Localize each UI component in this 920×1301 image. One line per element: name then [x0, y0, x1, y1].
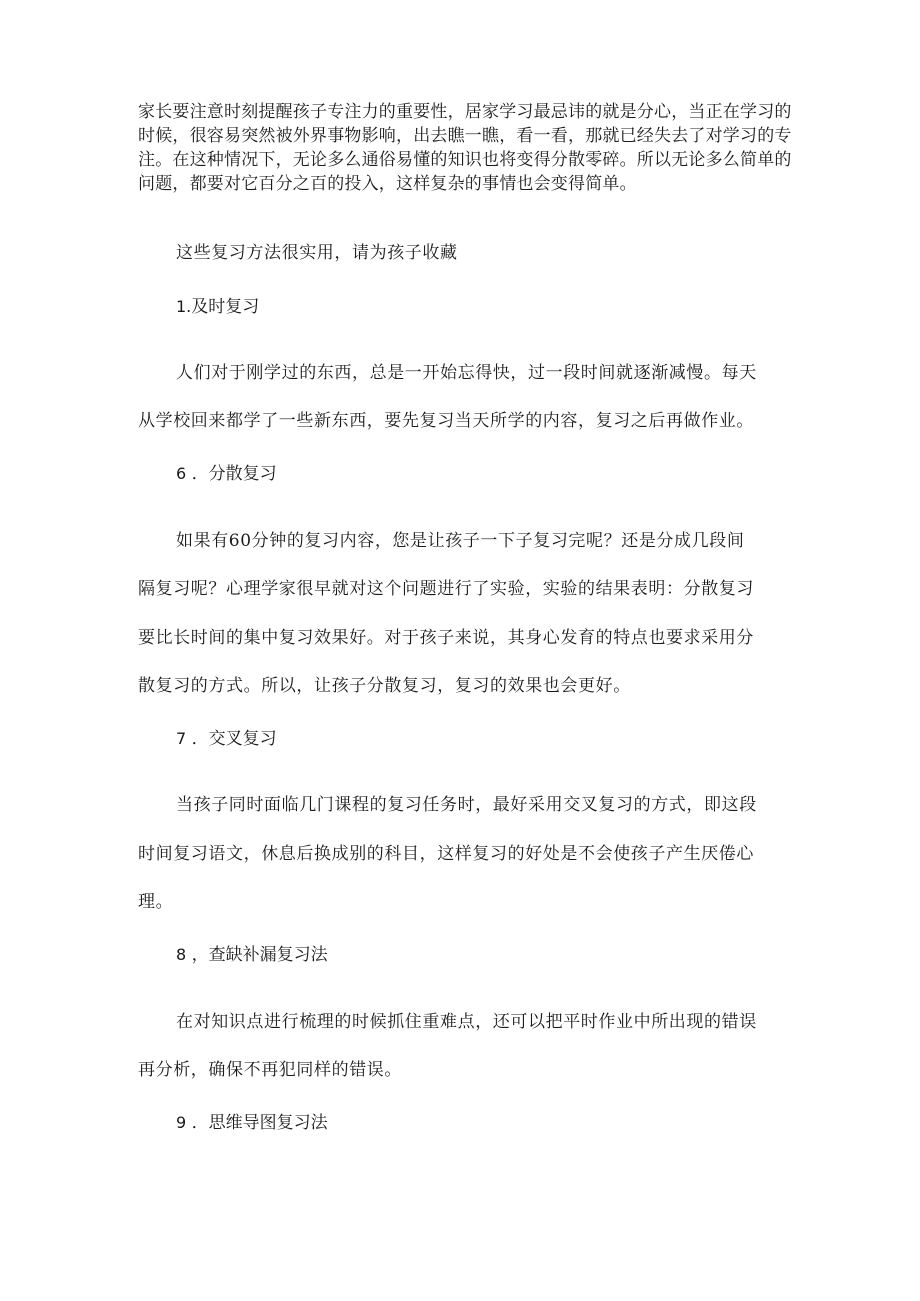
section-number: 6: [176, 464, 187, 483]
paragraph-line: 散复习的方式。所以，让孩子分散复习，复习的效果也会更好。: [138, 676, 631, 696]
section-number: 1.: [176, 297, 192, 316]
section-heading-7: [176, 727, 277, 751]
section-number: 9: [176, 1113, 187, 1132]
section-heading-6: [176, 462, 277, 486]
paragraph-line: 在对知识点进行梳理的时候抓住重难点，还可以把平时作业中所出现的错误: [176, 1012, 757, 1032]
paragraph-line: 当孩子同时面临几门课程的复习任务时，最好采用交叉复习的方式，即这段: [176, 795, 757, 815]
paragraph-line: 再分析，确保不再犯同样的错误。: [138, 1060, 402, 1080]
section-title: ．交叉复习: [191, 729, 277, 749]
section-heading-8: [176, 943, 328, 967]
section-heading-9: [176, 1111, 328, 1135]
intro-paragraph: 家长要注意时刻提醒孩子专注力的重要性，居家学习最忌讳的就是分心，当正在学习的时候，很容易突然被外界事物影响，出去瞧一瞧，看一看，那就已经失去了对学习的专注。在这种情况下，无论多么通俗易懂的知识也将变得分散零碎。所以无论多么简单的问题，都要对它百分之百的投入，这样复杂的事情也会变得简单。: [138, 102, 792, 194]
paragraph-line: 从学校回来都学了一些新东西，要先复习当天所学的内容，复习之后再做作业。: [138, 411, 754, 431]
paragraph-line: 隔复习呢？心理学家很早就对这个问题进行了实验，实验的结果表明：分散复习: [138, 579, 754, 599]
section-title: ．思维导图复习法: [191, 1113, 328, 1133]
section-title: 及时复习: [191, 297, 260, 317]
paragraph-line: 人们对于刚学过的东西，总是一开始忘得快，过一段时间就逐渐减慢。每天: [176, 363, 757, 383]
section-number: 8: [176, 945, 187, 964]
section-title: ．分散复习: [191, 464, 277, 484]
paragraph-line: 理。: [138, 892, 174, 912]
paragraph-line: 要比长时间的集中复习效果好。对于孩子来说，其身心发育的特点也要求采用分: [138, 628, 754, 648]
section-title: ，查缺补漏复习法: [191, 945, 328, 965]
paragraph-line: 如果有60分钟的复习内容，您是让孩子一下子复习完呢？还是分成几段间: [176, 531, 745, 551]
subtitle: 这些复习方法很实用，请为孩子收藏: [176, 243, 458, 263]
section-heading-1: [176, 295, 259, 319]
section-number: 7: [176, 729, 187, 748]
paragraph-line: 时间复习语文，休息后换成别的科目，这样复习的好处是不会使孩子产生厌倦心: [138, 844, 754, 864]
